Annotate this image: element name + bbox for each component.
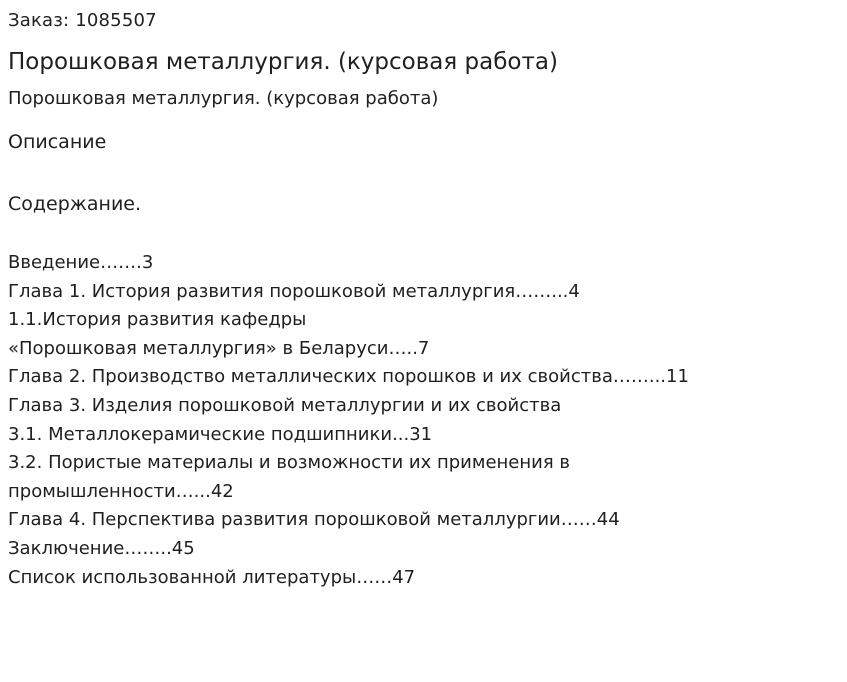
order-number: Заказ: 1085507 bbox=[8, 10, 157, 31]
table-of-contents bbox=[8, 249, 828, 592]
toc-item: Заключение……..45 bbox=[8, 537, 195, 559]
toc-item: Глава 2. Производство металлических порошков и их свойства……...11 bbox=[8, 366, 689, 388]
toc-item: Глава 1. История развития порошковой металлургия……...4 bbox=[8, 280, 580, 302]
toc-item: 1.1.История развития кафедры bbox=[8, 309, 307, 331]
toc-item: Список использованной литературы……47 bbox=[8, 566, 416, 588]
toc-item: «Порошковая металлургия» в Беларуси…..7 bbox=[8, 337, 430, 359]
toc-item: Введение…….3 bbox=[8, 252, 154, 273]
page-subtitle: Порошковая металлургия. (курсовая работа) bbox=[8, 88, 439, 109]
toc-item: Глава 3. Изделия порошковой металлургии и их свойства bbox=[8, 394, 562, 416]
contents-heading: Содержание. bbox=[8, 193, 142, 215]
toc-item: 3.2. Пористые материалы и возможности их применения в промышленности…...42 bbox=[8, 452, 570, 502]
description-heading: Описание bbox=[8, 131, 107, 153]
toc-item: Глава 4. Перспектива развития порошковой металлургии……44 bbox=[8, 509, 620, 531]
toc-item: 3.1. Металлокерамические подшипники...31 bbox=[8, 423, 433, 445]
page-title: Порошковая металлургия. (курсовая работа) bbox=[8, 49, 558, 75]
